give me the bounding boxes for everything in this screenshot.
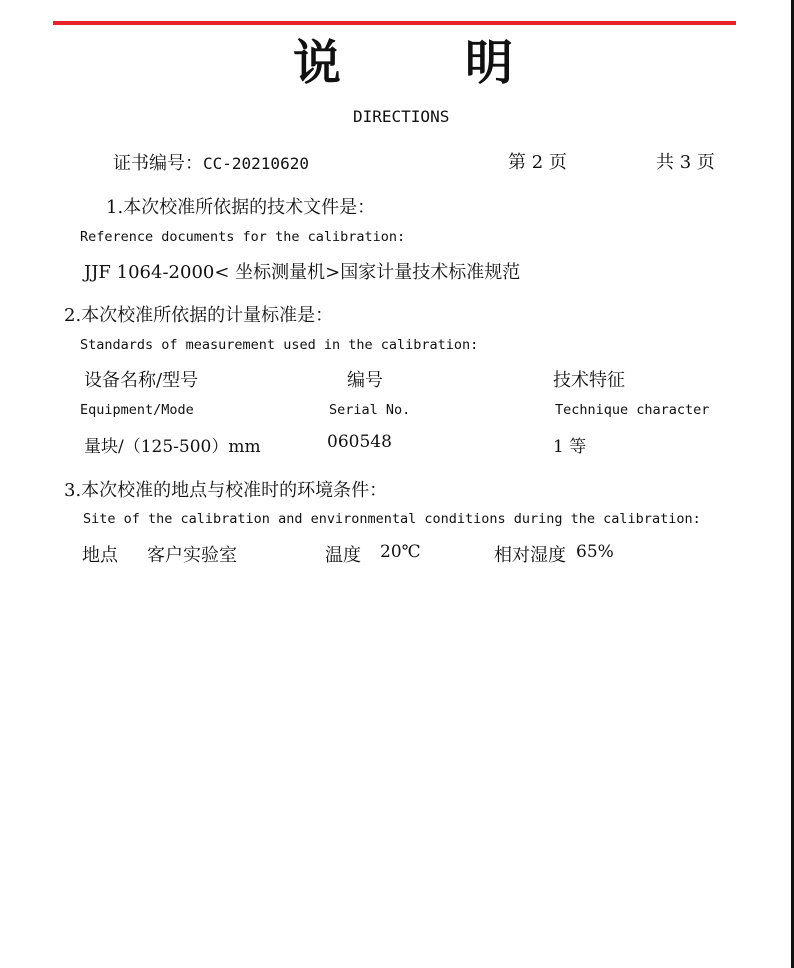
temperature-label: 温度 (325, 545, 361, 566)
location-value: 客户实验室 (147, 545, 237, 566)
section2-english: Standards of measurement used in the calibration: (80, 337, 479, 353)
page-current: 第 2 页 (508, 152, 567, 173)
header-red-rule (53, 21, 736, 25)
section1-english: Reference documents for the calibration: (80, 229, 406, 245)
page-total: 共 3 页 (656, 152, 715, 173)
standard-equipment-value: 量块/（125-500）mm (84, 437, 261, 457)
title-char-right: 明 (465, 35, 514, 91)
standard-serial-value: 060548 (327, 432, 392, 452)
humidity-label: 相对湿度 (494, 545, 566, 566)
temperature-value: 20℃ (380, 542, 421, 562)
standard-technique-value: 1 等 (553, 437, 587, 457)
column-technique-cn: 技术特征 (553, 370, 625, 391)
column-equipment-en: Equipment/Mode (80, 402, 194, 418)
section3-heading: 3.本次校准的地点与校准时的环境条件： (64, 480, 388, 501)
section3-english: Site of the calibration and environmental conditions during the calibration: (83, 511, 701, 527)
column-technique-en: Technique character (555, 402, 710, 418)
column-equipment-cn: 设备名称/型号 (84, 370, 199, 391)
humidity-value: 65% (576, 542, 614, 562)
section2-heading: 2.本次校准所依据的计量标准是： (64, 305, 334, 326)
column-serial-cn: 编号 (347, 370, 383, 391)
certificate-label: 证书编号： (113, 153, 203, 174)
certificate-value: CC-20210620 (203, 154, 309, 173)
section1-document: JJF 1064-2000< 坐标测量机>国家计量技术标准规范 (84, 262, 521, 283)
title-char-left: 说 (293, 35, 342, 91)
section1-heading: 1.本次校准所依据的技术文件是： (106, 197, 376, 218)
subtitle: DIRECTIONS (353, 107, 450, 126)
column-serial-en: Serial No. (329, 402, 411, 418)
location-label: 地点 (82, 545, 118, 566)
certificate-number (113, 149, 309, 175)
